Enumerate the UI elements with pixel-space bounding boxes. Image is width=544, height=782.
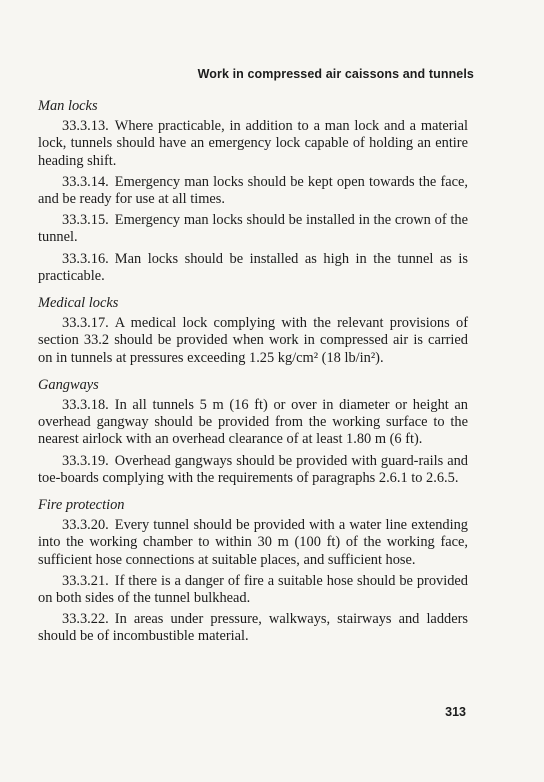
running-header: Work in compressed air caissons and tunnels (197, 67, 474, 81)
paragraph-number: 33.3.14. (62, 173, 109, 190)
section-heading: Fire protection (38, 497, 125, 514)
paragraph (38, 453, 468, 487)
paragraph-text: Overhead gangways should be provided with guard-rails and toe-boards complying with the requirements of paragraphs 2.6.1 to 2.6.5. (38, 452, 468, 486)
paragraph (38, 517, 468, 569)
paragraph-text: Every tunnel should be provided with a water line extending into the working chamber to within 30 m (100 ft) of the working face, sufficient hose connections at suitable places, and sufficient hose. (38, 517, 468, 568)
paragraph (38, 174, 468, 208)
paragraph-text: A medical lock complying with the relevant provisions of section 33.2 should be provided when work in compressed air is carried on in tunnels at pressures exceeding 1.25 kg/cm² (18 lb/in²). (38, 315, 468, 366)
section-heading: Medical locks (38, 295, 119, 312)
paragraph-number: 33.3.20. (62, 517, 109, 534)
paragraph-number: 33.3.16. (62, 250, 109, 267)
page-number: 313 (445, 705, 466, 719)
paragraph-number: 33.3.17. (62, 315, 109, 332)
paragraph-number: 33.3.15. (62, 212, 109, 229)
paragraph (38, 397, 468, 449)
paragraph (38, 212, 468, 246)
paragraph-text: In all tunnels 5 m (16 ft) or over in diameter or height an overhead gangway should be provided from the working surface to the nearest airlock with an overhead clearance of at least 1.80 m (6 ft). (38, 397, 468, 448)
paragraph-number: 33.3.21. (62, 572, 109, 589)
paragraph (38, 251, 468, 285)
paragraph (38, 315, 468, 367)
paragraph-text: Man locks should be installed as high in the tunnel as is practicable. (38, 250, 468, 284)
paragraph-number: 33.3.18. (62, 397, 109, 414)
paragraph-number: 33.3.22. (62, 611, 109, 628)
paragraph-text: Where practicable, in addition to a man lock and a material lock, tunnels should have an emergency lock capable of holding an entire heading shift. (38, 118, 468, 169)
section-heading: Gangways (38, 376, 99, 393)
paragraph-text: If there is a danger of fire a suitable hose should be provided on both sides of the tunnel bulkhead. (38, 572, 468, 607)
paragraph-number: 33.3.19. (62, 452, 109, 469)
paragraph-text: Emergency man locks should be kept open towards the face, and be ready for use at all times. (38, 173, 468, 208)
section-heading: Man locks (38, 98, 98, 114)
paragraph-text: Emergency man locks should be installed in the crown of the tunnel. (38, 212, 468, 246)
paragraph (38, 118, 468, 170)
paragraph (38, 611, 468, 645)
paragraph-text: In areas under pressure, walkways, stairways and ladders should be of incombustible material. (38, 611, 468, 645)
paragraph-number: 33.3.13. (62, 118, 109, 135)
paragraph (38, 573, 468, 607)
body-text (38, 98, 468, 650)
